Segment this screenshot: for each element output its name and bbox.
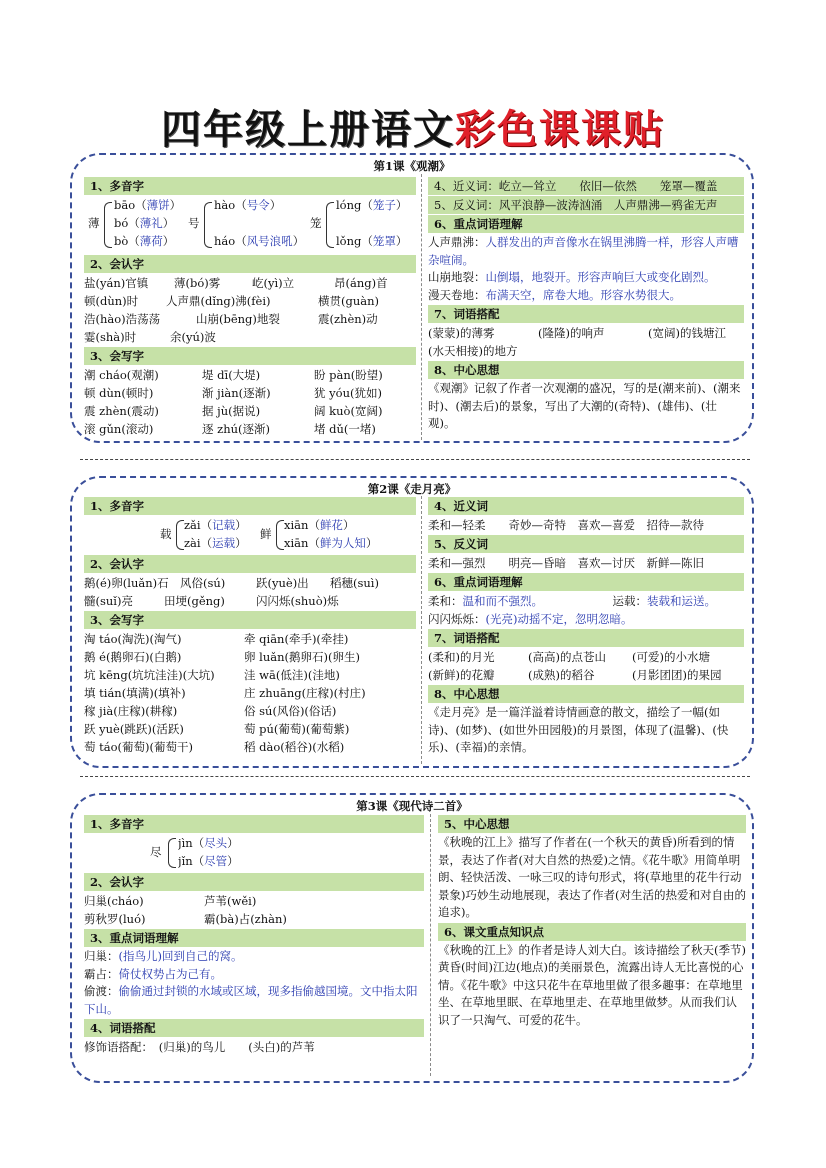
section-heading: 2、会认字 (84, 555, 416, 573)
polyphone-item: zài（运载） (184, 536, 247, 550)
word-row: (新鲜)的花瓣 (成熟)的稻谷 (月影团团)的果园 (428, 668, 722, 682)
polyphone-item: lóng（笼子） (336, 198, 408, 212)
polyphone-block: 载 zǎi（记载） zài（运载） 鲜 xiān（鲜花） xiān（鲜为人知） (160, 518, 378, 550)
word-row: 浩(hào)浩荡荡 山崩(bēng)地裂 震(zhèn)动 (84, 312, 378, 326)
polyphone-item: xiān（鲜为人知） (284, 536, 378, 550)
lesson1-left (84, 176, 416, 438)
polyphone-item: háo（风号浪吼） (214, 234, 305, 248)
section-heading: 1、多音字 (84, 177, 416, 195)
word-row: 稼 jià(庄稼)(耕稼) 俗 sú(风俗)(俗话) (84, 704, 337, 718)
section-heading: 6、课文重点知识点 (438, 923, 746, 941)
lesson1-title: 第1课《观潮》 (373, 159, 451, 173)
word-row: 鹅 é(鹅卵石)(白鹅) 卵 luǎn(鹅卵石)(卵生) (84, 650, 360, 664)
word-row: 盐(yán)官镇 薄(bó)雾 屹(yì)立 昂(áng)首 (84, 276, 388, 290)
polyphone-item: bāo（薄饼） (114, 198, 182, 212)
brace (326, 202, 334, 248)
lesson3-right (438, 814, 746, 1029)
section-heading: 5、反义词 (428, 535, 744, 553)
section-heading: 8、中心思想 (428, 361, 744, 379)
polyphone-block: 薄 bāo（薄饼） bó（薄礼） bò（薄荷） 号 hào（号令） háo（风号浪吼） 笼 lóng（笼子） lǒng（笼罩） (88, 198, 408, 248)
section-heading: 3、会写字 (84, 347, 416, 365)
polyphone-item: bò（薄荷） (114, 234, 175, 248)
lesson1-right (428, 176, 744, 433)
section-heading: 4、词语搭配 (84, 1019, 424, 1037)
section-heading: 8、中心思想 (428, 685, 744, 703)
section-heading: 4、近义词：屹立—耸立 依旧—依然 笼罩—覆盖 (428, 177, 744, 195)
definition: 闪闪烁烁：(光亮)动摇不定，忽明忽暗。 (428, 612, 633, 626)
lesson2-left (84, 496, 416, 756)
polyphone-item: zǎi（记载） (184, 518, 247, 532)
definition: 柔和：温和而不强烈。 运载：装载和运送。 (428, 594, 716, 608)
section-divider (80, 459, 750, 460)
word-row: 萄 táo(葡萄)(葡萄干) 稻 dào(稻谷)(水稻) (84, 740, 345, 754)
summary-text: 《观潮》记叙了作者一次观潮的盛况，写的是(潮来前)、(潮来时)、(潮去后)的景象，写出了大潮的(奇特)、(雄伟)、(壮观)。 (428, 381, 741, 430)
word-row: (水天相接)的地方 (428, 344, 518, 358)
definition: 漫天卷地：布满天空，席卷大地。形容水势很大。 (428, 287, 681, 302)
lesson3-col-divider (430, 814, 431, 1076)
word-row: 剪秋罗(luó) 霸(bà)占(zhàn) (84, 912, 287, 926)
section-heading: 6、重点词语理解 (428, 215, 744, 233)
brace (276, 520, 284, 550)
lesson1-col-divider (421, 174, 422, 440)
polyphone-block: 尽 jìn（尽头） jǐn（尽管） (150, 836, 239, 868)
summary-text: 《走月亮》是一篇洋溢着诗情画意的散文，描绘了一幅(如诗)、(如梦)、(如世外田园般)的月景图，体现了(温馨)、(快乐)、(幸福)的亲情。 (428, 705, 729, 754)
polyphone-item: jǐn（尽管） (178, 854, 239, 868)
lesson2-title: 第2课《走月亮》 (367, 482, 457, 496)
word-row: 震 zhèn(震动) 据 jù(据说) 阔 kuò(宽阔) (84, 404, 383, 418)
word-row: 顿(dùn)时 人声鼎(dǐng)沸(fèi) 横贯(guàn) (84, 294, 380, 308)
word-row: 霎(shà)时 余(yú)波 (84, 330, 216, 344)
polyphone-item: hào（号令） (214, 198, 282, 212)
summary-text: 《秋晚的江上》描写了作者在(一个秋天的黄昏)所看到的情景，表达了作者(对大自然的热爱)之情。《花牛歌》用简单明朗、轻快活泼、一咏三叹的诗句形式，将(草地里的花牛行动景象)巧妙生动地展现，表达了作者(对生活的热爱和对自由的追求)。 (438, 835, 746, 919)
definition: 偷渡：偷偷通过封锁的水域或区域，现多指偷越国境。文中指太阳下山。 (84, 984, 418, 1016)
section-heading: 3、会写字 (84, 611, 416, 629)
lesson3-title: 第3课《现代诗二首》 (356, 799, 468, 813)
definition: 归巢：(指鸟儿)回到自己的窝。 (84, 949, 243, 963)
brace (204, 202, 212, 248)
word-row: 髓(suǐ)亮 田埂(gěng) 闪闪烁(shuò)烁 (84, 594, 339, 608)
polyphone-item: jìn（尽头） (178, 836, 239, 850)
section-divider (80, 776, 750, 777)
lesson2-col-divider (421, 496, 422, 764)
word-row: 坑 kēng(坑坑洼洼)(大坑) 洼 wā(低洼)(洼地) (84, 668, 340, 682)
section-heading: 1、多音字 (84, 497, 416, 515)
section-heading: 7、词语搭配 (428, 305, 744, 323)
word-row: 填 tián(填满)(填补) 庄 zhuāng(庄稼)(村庄) (84, 686, 366, 700)
word-row: 滚 gǔn(滚动) 逐 zhú(逐渐) 堵 dǔ(一堵) (84, 422, 376, 436)
section-heading: 5、中心思想 (438, 815, 746, 833)
word-row: (蒙蒙)的薄雾 (隆隆)的响声 (宽阔)的钱塘江 (428, 326, 726, 340)
word-row: 柔和—轻柔 奇妙—奇特 喜欢—喜爱 招待—款待 (428, 518, 704, 532)
definition: 人声鼎沸：人群发出的声音像水在锅里沸腾一样，形容人声嘈杂喧闹。 (428, 235, 739, 267)
word-row: (柔和)的月光 (高高)的点苍山 (可爱)的小水塘 (428, 650, 710, 664)
word-row: 归巢(cháo) 芦苇(wěi) (84, 894, 257, 908)
section-heading: 4、近义词 (428, 497, 744, 515)
word-row: 淘 táo(淘洗)(淘气) 牵 qiān(牵手)(牵挂) (84, 632, 349, 646)
section-heading: 6、重点词语理解 (428, 573, 744, 591)
lesson3-left (84, 814, 424, 1056)
section-heading: 1、多音字 (84, 815, 424, 833)
section-heading: 2、会认字 (84, 255, 416, 273)
polyphone-item: lǒng（笼罩） (336, 234, 408, 248)
section-heading: 2、会认字 (84, 873, 424, 891)
definition: 霸占：倚仗权势占为己有。 (84, 966, 222, 981)
definition: 山崩地裂：山倒塌，地裂开。形容声响巨大或变化剧烈。 (428, 270, 716, 284)
knowledge-text: 《秋晚的江上》的作者是诗人刘大白。该诗描绘了秋天(季节)黄昏(时间)江边(地点)的美丽景色，流露出诗人无比喜悦的心情。《花牛歌》中这只花牛在草地里做了很多趣事：在草地里坐、在草地里眠、在草地里走、在草地里做梦。从而我们认识了一只淘气、可爱的花牛。 (438, 942, 746, 1027)
section-heading: 5、反义词：风平浪静—波涛汹涌 人声鼎沸—鸦雀无声 (428, 196, 744, 214)
page-title: 四年级上册语文彩色课课贴 (161, 107, 665, 153)
polyphone-item: xiān（鲜花） (284, 518, 355, 532)
word-row: 柔和—强烈 明亮—昏暗 喜欢—讨厌 新鲜—陈旧 (428, 556, 704, 570)
word-row: 顿 dùn(顿时) 渐 jiàn(逐渐) 犹 yóu(犹如) (84, 386, 382, 400)
section-heading: 7、词语搭配 (428, 629, 744, 647)
word-row: 跃 yuè(跳跃)(活跃) 萄 pú(葡萄)(葡萄紫) (84, 722, 350, 736)
brace (104, 202, 112, 248)
word-row: 修饰语搭配： (归巢)的鸟儿 (头白)的芦苇 (84, 1040, 315, 1054)
lesson2-right (428, 496, 744, 757)
brace (176, 520, 184, 550)
word-row: 鹅(é)卵(luǎn)石 风俗(sú) 跃(yuè)出 稻穗(suì) (84, 576, 379, 590)
section-heading: 3、重点词语理解 (84, 929, 424, 947)
polyphone-item: bó（薄礼） (114, 216, 175, 230)
brace (168, 838, 176, 868)
word-row: 潮 cháo(观潮) 堤 dī(大堤) 盼 pàn(盼望) (84, 368, 383, 382)
